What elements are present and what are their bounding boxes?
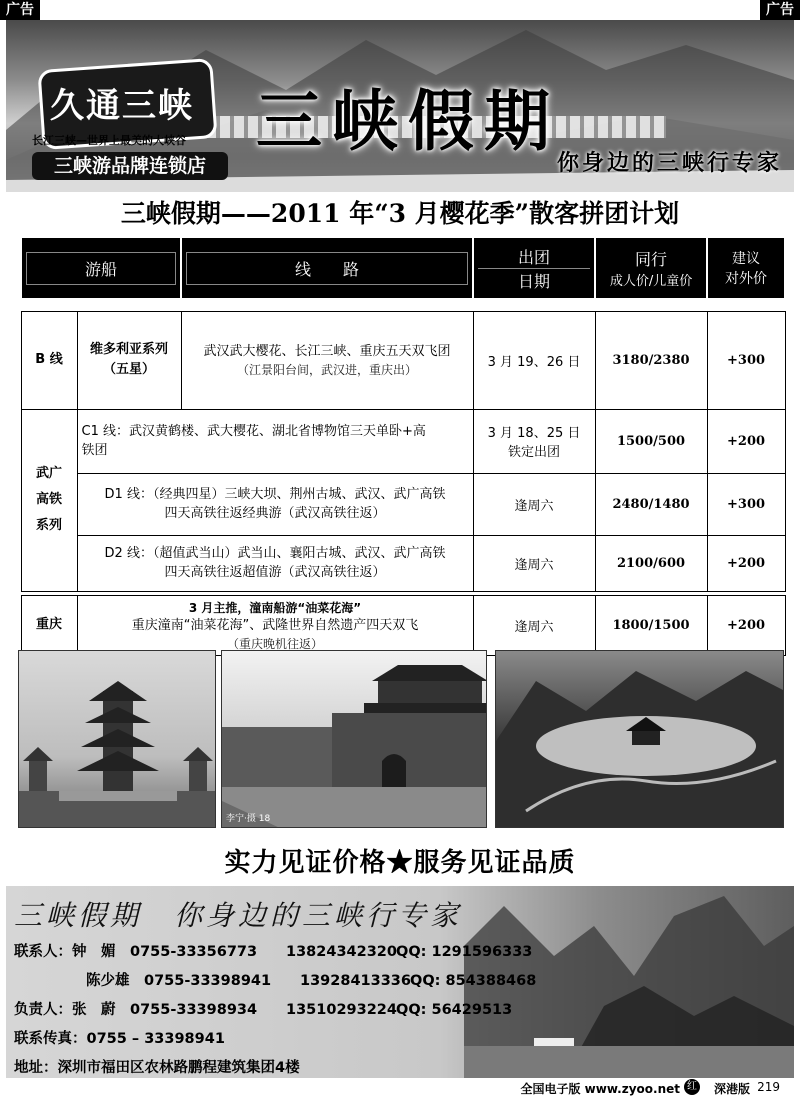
col-header-ship-label: 游船 xyxy=(26,252,176,285)
photo-strip xyxy=(18,650,784,828)
b-line-route-line1: 武汉武大樱花、长江三峡、重庆五天双飞团 xyxy=(203,344,451,359)
chongqing-price: 1800/1500 xyxy=(595,595,707,655)
c1-price: 1500/500 xyxy=(595,409,707,473)
table-header-row xyxy=(21,237,785,299)
chongqing-highlight: 3 月主推，潼南船游“油菜花海” xyxy=(188,600,362,615)
contact-qq: QQ: 854388468 xyxy=(410,973,537,989)
quality-slogan: 实力见证价格★服务见证品质 xyxy=(224,848,576,878)
contact-name: 陈少雄 xyxy=(86,973,130,989)
c1-date-line2: 铁定出团 xyxy=(508,445,561,460)
col-header-price-line2: 成人价/儿童价 xyxy=(609,274,693,289)
wuguang-label-line1: 武广 xyxy=(35,466,62,481)
col-header-date-line2: 日期 xyxy=(518,271,551,291)
b-line-route-line2: （江景阳台间，武汉进，重庆出） xyxy=(237,363,418,377)
route-table-wrap xyxy=(20,236,784,656)
contact-phone: 0755-33356773 xyxy=(130,944,258,960)
col-header-ship xyxy=(21,237,181,299)
chongqing-route-line1: 重庆潼南“油菜花海”、武隆世界自然遗产四天双飞 xyxy=(131,617,419,633)
footer-site: 全国电子版 www.zyoo.net xyxy=(520,1082,680,1096)
logo-text: 久通三峡 xyxy=(50,86,194,126)
chongqing-label: 重庆 xyxy=(21,595,77,655)
logo-slogan: 长江三峡—世界上最美的大峡谷 xyxy=(32,134,186,147)
wuguang-group-label xyxy=(21,409,77,591)
contact-label: 联系人： xyxy=(14,944,72,960)
col-header-price-line1: 同行 xyxy=(635,250,668,269)
c1-date-line1: 3 月 18、25 日 xyxy=(487,426,581,441)
d2-route-line2: 四天高铁往返超值游（武汉高铁往返） xyxy=(164,565,386,580)
contact-fax-line xyxy=(14,1025,536,1054)
d2-price: 2100/600 xyxy=(595,535,707,591)
table-row-c1 xyxy=(21,409,785,473)
contact-label: 负责人： xyxy=(14,1002,72,1018)
b-line-ship xyxy=(77,311,181,409)
col-header-extra-line2: 对外价 xyxy=(725,271,768,287)
c1-date xyxy=(473,409,595,473)
ad-tag-right: 广告 xyxy=(760,0,800,20)
contact-phone: 0755-33398941 xyxy=(144,973,272,989)
contact-lines xyxy=(14,938,536,1078)
chain-store-banner: 三峡游品牌连锁店 xyxy=(32,152,228,180)
table-row-d1 xyxy=(21,473,785,535)
fax-label: 联系传真： xyxy=(14,1031,87,1047)
photo-ancient-city-gate xyxy=(221,650,487,828)
contact-name: 张 蔚 xyxy=(72,1002,116,1018)
d2-extra: +200 xyxy=(707,535,785,591)
contact-qq: QQ: 1291596333 xyxy=(396,944,533,960)
d2-route xyxy=(77,535,473,591)
d1-price: 2480/1480 xyxy=(595,473,707,535)
contact-line xyxy=(14,967,536,996)
d1-route xyxy=(77,473,473,535)
b-line-price: 3180/2380 xyxy=(595,311,707,409)
contact-line xyxy=(14,996,536,1025)
b-line-extra: +300 xyxy=(707,311,785,409)
photo-mountain-temple xyxy=(495,650,784,828)
ad-tag-left: 广告 xyxy=(0,0,40,20)
contact-title: 三峡假期 你身边的三峡行专家 xyxy=(14,899,463,932)
table-row-b-line xyxy=(21,311,785,409)
b-line-ship-line1: 维多利亚系列 xyxy=(90,342,169,357)
col-header-route-label: 线 路 xyxy=(186,252,468,285)
contact-address-line xyxy=(14,1054,536,1078)
contact-mobile: 13510293224 xyxy=(286,1002,397,1018)
address-label: 地址： xyxy=(14,1060,58,1076)
page-footer xyxy=(0,1078,800,1096)
col-header-extra xyxy=(707,237,785,299)
contact-phone: 0755-33398934 xyxy=(130,1002,258,1018)
pagoda-illustration xyxy=(19,651,216,828)
chongqing-route-line2: （重庆晚机往返） xyxy=(227,636,324,651)
contact-qq: QQ: 56429513 xyxy=(396,1002,513,1018)
photo-yellow-crane-tower xyxy=(18,650,216,828)
col-header-date xyxy=(473,237,595,299)
table-row-chongqing xyxy=(21,595,785,655)
b-line-ship-line2: （五星） xyxy=(103,362,156,377)
c1-route xyxy=(77,409,473,473)
d1-route-line1: D1 线：（经典四星）三峡大坝、荆州古城、武汉、武广高铁 xyxy=(104,487,446,502)
photo-caption: 李宁·摄 18 xyxy=(226,814,271,824)
d1-date: 逢周六 xyxy=(473,473,595,535)
d2-route-line1: D2 线：（超值武当山）武当山、襄阳古城、武汉、武广高铁 xyxy=(104,546,446,561)
table-row-d2 xyxy=(21,535,785,591)
address-text: 深圳市福田区农林路鹏程建筑集团4楼 xyxy=(57,1060,300,1076)
plan-title: 三峡假期——2011 年“3 月樱花季”散客拼团计划 xyxy=(120,199,680,228)
col-header-date-line1: 出团 xyxy=(478,245,590,269)
page-number: 219 xyxy=(757,1080,780,1094)
contact-name: 钟 媚 xyxy=(72,944,116,960)
route-table xyxy=(20,236,786,656)
header-slogan: 你身边的三峡行专家 xyxy=(556,151,782,176)
mountain-temple-illustration xyxy=(496,651,784,828)
footer-edition: 深港版 xyxy=(713,1082,750,1096)
b-line-route xyxy=(181,311,473,409)
d1-route-line2: 四天高铁往返经典游（武汉高铁往返） xyxy=(164,506,386,521)
d1-extra: +300 xyxy=(707,473,785,535)
contact-mobile: 13824342320 xyxy=(286,944,397,960)
b-line-date: 3 月 19、26 日 xyxy=(473,311,595,409)
fax-number: 0755 – 33398941 xyxy=(86,1031,225,1047)
chongqing-date: 逢周六 xyxy=(473,595,595,655)
header-banner xyxy=(6,20,794,192)
chongqing-extra: +200 xyxy=(707,595,785,655)
b-line-label: B 线 xyxy=(21,311,77,409)
spacer-row xyxy=(21,299,785,311)
d2-date: 逢周六 xyxy=(473,535,595,591)
chongqing-route xyxy=(77,595,473,655)
brand-title: 三峡假期 xyxy=(256,82,560,160)
city-gate-illustration xyxy=(222,651,487,828)
col-header-route xyxy=(181,237,473,299)
contact-line xyxy=(14,938,536,967)
c1-extra: +200 xyxy=(707,409,785,473)
wuguang-label-line3: 系列 xyxy=(35,518,62,533)
wuguang-label-line2: 高铁 xyxy=(35,492,62,507)
c1-route-line1: C1 线：武汉黄鹤楼、武大樱花、湖北省博物馆三天单卧+高 xyxy=(81,424,426,439)
contact-mobile: 13928413336 xyxy=(300,973,411,989)
contact-block xyxy=(6,886,794,1078)
col-header-extra-line1: 建议 xyxy=(732,251,761,267)
c1-route-line2: 铁团 xyxy=(81,443,108,458)
footer-badge-icon: 红 xyxy=(684,1079,700,1095)
col-header-price xyxy=(595,237,707,299)
